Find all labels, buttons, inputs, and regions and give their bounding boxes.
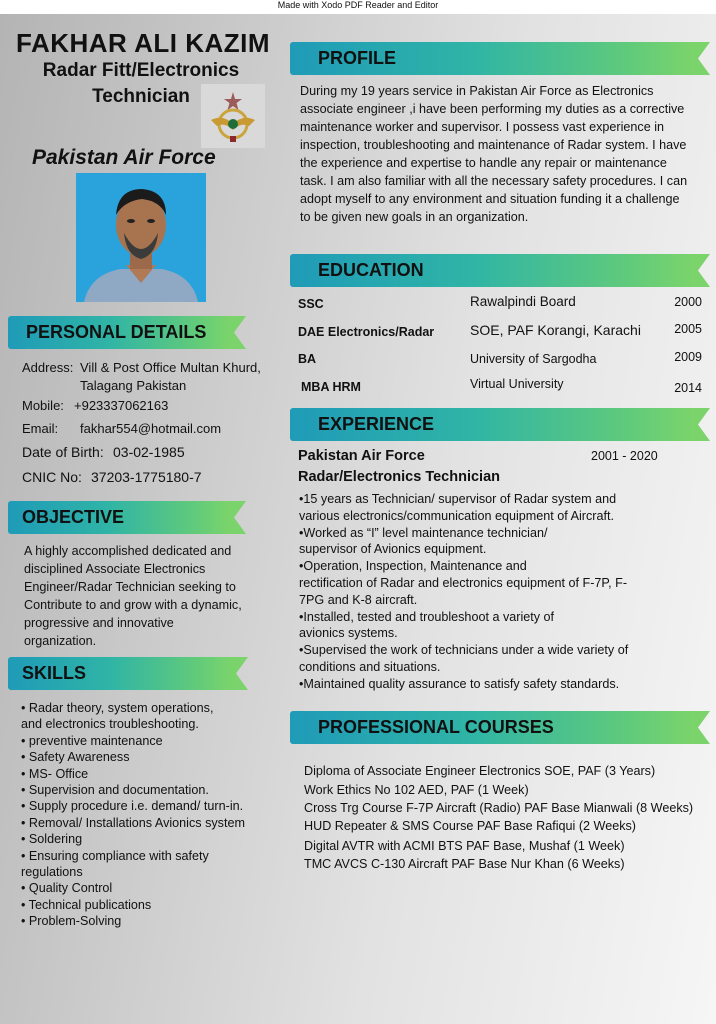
education-year: 2014 [674, 381, 702, 395]
skill-item: • Removal/ Installations Avionics system [21, 815, 245, 830]
skill-item: and electronics troubleshooting. [21, 717, 199, 732]
resume-page [0, 14, 716, 1024]
skill-item: regulations [21, 865, 83, 880]
education-year: 2009 [674, 350, 702, 364]
profile-photo [76, 173, 206, 302]
profile-line: adopt myself to any environment and situation funding it a challenge [300, 192, 680, 206]
address-label: Address: [22, 360, 74, 375]
skill-item: • preventive maintenance [21, 733, 163, 748]
email-label: Email: [22, 421, 59, 436]
course-item: Diploma of Associate Engineer Electronics SOE, PAF (3 Years) [304, 764, 656, 778]
skill-item: • Problem-Solving [21, 914, 122, 929]
experience-item: 7PG and K-8 aircraft. [299, 592, 418, 607]
dob-value: 03-02-1985 [113, 444, 185, 460]
education-degree: BA [298, 352, 317, 366]
profile-heading: PROFILE [318, 48, 397, 68]
experience-item: •15 years as Technician/ supervisor of Radar system and [299, 492, 617, 506]
profile-banner [290, 42, 710, 75]
education-degree: DAE Electronics/Radar [298, 325, 435, 339]
paf-emblem-icon [201, 84, 265, 148]
experience-heading: EXPERIENCE [318, 414, 435, 434]
mobile-number: +923337062163 [74, 398, 169, 413]
candidate-name: FAKHAR ALI KAZIM [16, 28, 271, 58]
mobile-label: Mobile: [22, 398, 64, 413]
profile-line: maintenance worker and supervisor. I possess vast experience in [300, 120, 665, 134]
education-year: 2005 [674, 322, 702, 336]
objective-text [24, 542, 242, 650]
education-row [298, 294, 702, 316]
skill-item: • Radar theory, system operations, [21, 701, 214, 715]
education-row [298, 322, 702, 344]
objective-line: Contribute to and grow with a dynamic, [24, 598, 242, 612]
experience-item: rectification of Radar and electronics equipment of F-7P, F- [299, 575, 628, 590]
skill-item: • MS- Office [21, 766, 89, 781]
personal-details-banner [8, 316, 246, 349]
course-item: Cross Trg Course F-7P Aircraft (Radio) PAF Base Mianwali (8 Weeks) [304, 801, 694, 815]
education-degree: SSC [298, 297, 324, 311]
experience-banner [290, 408, 710, 441]
personal-details-heading: PERSONAL DETAILS [26, 322, 207, 342]
skills-heading: SKILLS [22, 663, 87, 683]
courses-banner [290, 711, 710, 744]
profile-line: the experience and expertise to handle any repair or maintenance [300, 156, 667, 170]
course-item: Digital AVTR with ACMI BTS PAF Base, Mushaf (1 Week) [304, 839, 625, 853]
skill-item: • Supply procedure i.e. demand/ turn-in. [21, 799, 244, 814]
profile-line: inspection, troubleshooting and maintenance of Radar system. I have [300, 138, 687, 152]
experience-item: various electronics/communication equipment of Aircraft. [299, 508, 614, 523]
skill-item: • Safety Awareness [21, 750, 130, 765]
skill-item: • Ensuring compliance with safety [21, 848, 209, 863]
experience-item: conditions and situations. [299, 659, 441, 674]
course-item: TMC AVCS C-130 Aircraft PAF Base Nur Khan (6 Weeks) [304, 857, 625, 871]
skill-item: • Quality Control [21, 881, 113, 896]
address-line1: Vill & Post Office Multan Khurd, [80, 360, 261, 375]
education-institution: University of Sargodha [470, 352, 597, 366]
job-title-line2: Technician [92, 86, 190, 107]
objective-line: disciplined Associate Electronics [24, 562, 206, 576]
education-row [298, 350, 702, 372]
experience-item: •Worked as “I” level maintenance technician/ [299, 525, 548, 540]
objective-line: organization. [24, 634, 97, 648]
education-institution: Rawalpindi Board [470, 294, 576, 309]
profile-line: During my 19 years service in Pakistan Air Force as Electronics [300, 84, 654, 98]
experience-employer: Pakistan Air Force [298, 448, 425, 464]
experience-item: •Operation, Inspection, Maintenance and [299, 559, 527, 574]
email-address[interactable]: fakhar554@hotmail.com [80, 421, 222, 436]
experience-item: •Installed, tested and troubleshoot a variety of [299, 609, 555, 624]
education-heading: EDUCATION [318, 260, 424, 280]
education-institution: SOE, PAF Korangi, Karachi [470, 322, 641, 338]
education-year: 2000 [674, 295, 702, 309]
profile-line: task. I am also familiar with all the necessary safety procedures. I can [300, 174, 688, 188]
cnic-label: CNIC No: [22, 469, 82, 485]
profile-line: associate engineer ,i have been performing my duties as a corrective [300, 102, 685, 116]
profile-text [300, 82, 687, 226]
objective-line: progressive and innovative [24, 616, 174, 630]
experience-item: •Supervised the work of technicians under a wide variety of [299, 643, 629, 658]
education-row [298, 376, 702, 398]
skills-banner [8, 657, 248, 690]
education-banner [290, 254, 710, 287]
cnic-value: 37203-1775180-7 [91, 469, 202, 485]
xodo-watermark: Made with Xodo PDF Reader and Editor [277, 0, 439, 10]
objective-line: Engineer/Radar Technician seeking to [24, 580, 236, 594]
experience-item: supervisor of Avionics equipment. [299, 542, 487, 557]
skill-item: • Technical publications [21, 897, 152, 912]
objective-banner [8, 501, 246, 534]
job-title-line1: Radar Fitt/Electronics [42, 60, 240, 81]
experience-item: avionics systems. [299, 626, 398, 641]
skill-item: • Soldering [21, 832, 83, 847]
experience-role: Radar/Electronics Technician [298, 469, 500, 485]
course-item: HUD Repeater & SMS Course PAF Base Rafiqui (2 Weeks) [304, 819, 636, 833]
skills-list [21, 700, 245, 930]
education-degree: MBA HRM [301, 380, 361, 394]
dob-label: Date of Birth: [22, 444, 104, 460]
education-institution: Virtual University [470, 377, 564, 391]
objective-heading: OBJECTIVE [22, 507, 125, 527]
courses-heading: PROFESSIONAL COURSES [318, 717, 554, 737]
organization-name: Pakistan Air Force [32, 146, 216, 169]
experience-item: •Maintained quality assurance to satisfy safety standards. [299, 676, 620, 691]
skill-item: • Supervision and documentation. [21, 783, 209, 798]
course-item: Work Ethics No 102 AED, PAF (1 Week) [304, 783, 529, 797]
objective-line: A highly accomplished dedicated and [24, 544, 232, 558]
experience-period: 2001 - 2020 [591, 449, 658, 463]
profile-line: to be given new goals in an organization. [300, 210, 529, 224]
experience-list [299, 491, 628, 693]
address-line2: Talagang Pakistan [80, 378, 187, 393]
